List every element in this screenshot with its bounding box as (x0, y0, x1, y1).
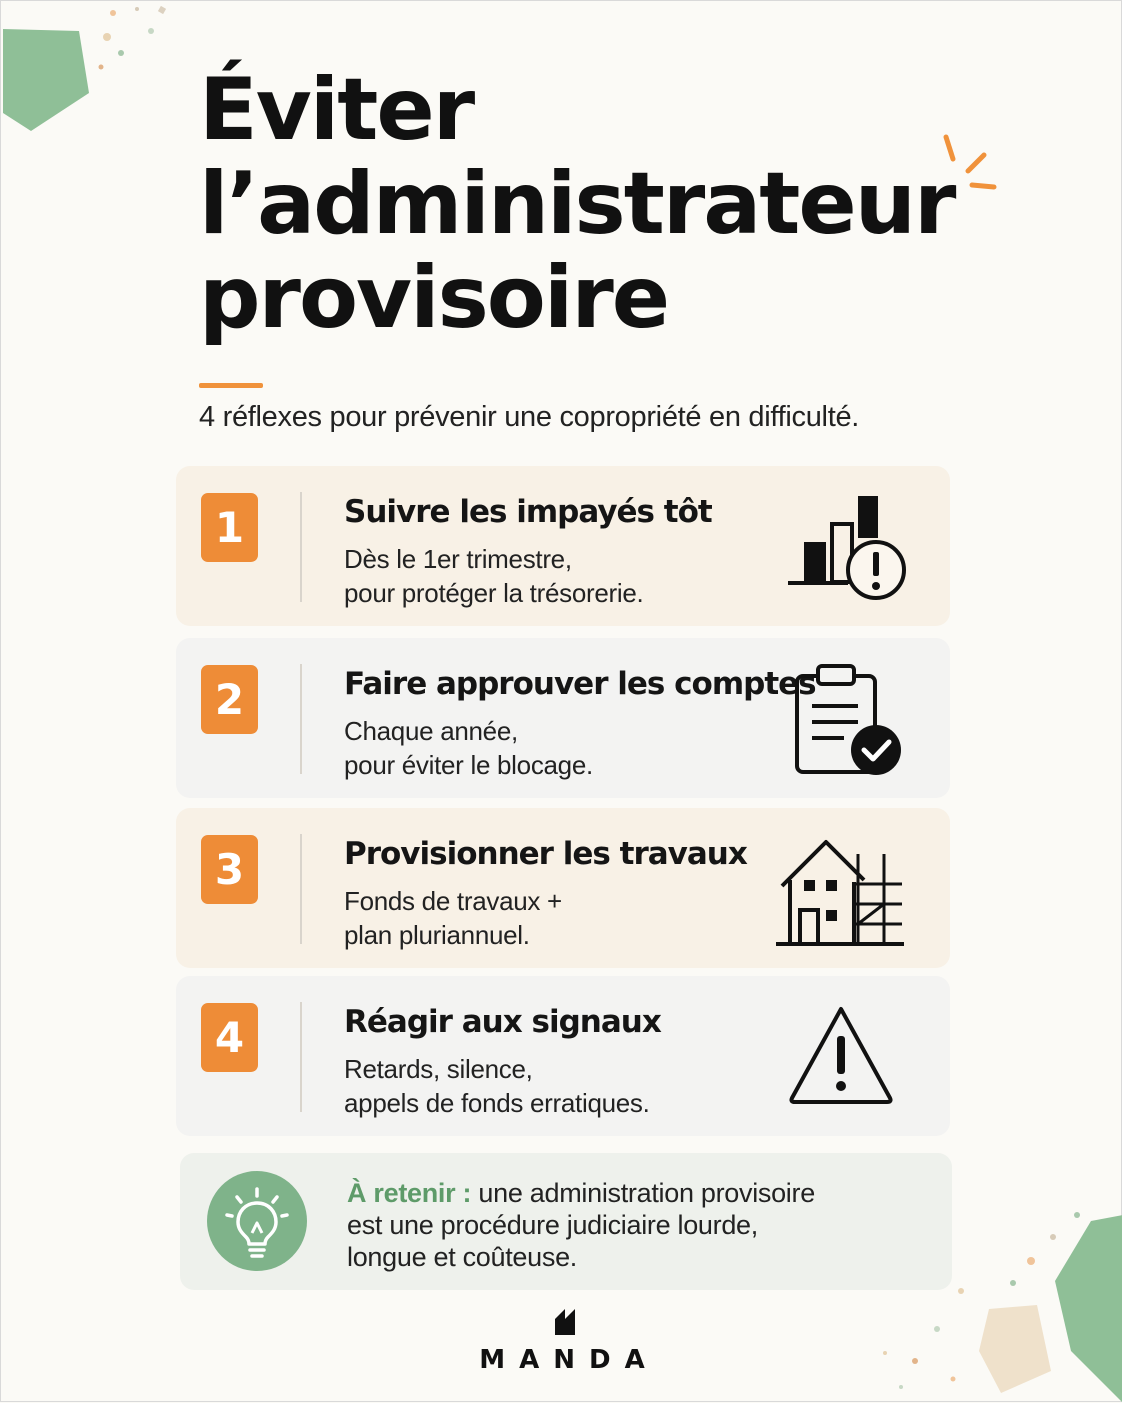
key-takeaway-line: une administration provisoire (471, 1178, 815, 1208)
bar-chart-warning-icon (784, 490, 910, 602)
step-description-line: pour protéger la trésorerie. (344, 578, 644, 608)
key-takeaway-box (180, 1153, 952, 1290)
step-number-badge: 4 (201, 1003, 258, 1072)
title-line-3: provisoire (199, 248, 669, 348)
step-title: Faire approuver les comptes (344, 666, 816, 702)
step-description-line: Dès le 1er trimestre, (344, 544, 572, 574)
step-card-2 (176, 638, 950, 798)
brand-name: MANDA (479, 1345, 659, 1375)
title-line-2: l’administrateur (199, 154, 955, 254)
step-title: Suivre les impayés tôt (344, 494, 712, 530)
step-number-badge: 1 (201, 493, 258, 562)
page-title (199, 60, 955, 348)
title-underline (199, 383, 263, 388)
key-takeaway-line: est une procédure judiciaire lourde, (347, 1210, 758, 1240)
key-takeaway-line: longue et coûteuse. (347, 1242, 577, 1272)
step-card-4 (176, 976, 950, 1136)
subtitle: 4 réflexes pour prévenir une copropriété en difficulté. (199, 401, 860, 433)
divider (300, 1002, 302, 1112)
lightbulb-icon (207, 1171, 307, 1271)
step-description (344, 714, 593, 782)
lightbulb-badge (207, 1171, 307, 1271)
step-description (344, 542, 643, 610)
warning-triangle-icon (786, 1004, 896, 1106)
step-card-1 (176, 466, 950, 626)
step-title: Provisionner les travaux (344, 836, 747, 872)
clipboard-check-icon (788, 662, 908, 780)
step-description-line: Retards, silence, (344, 1054, 533, 1084)
brand-logo-icon (553, 1307, 577, 1337)
key-takeaway-text (347, 1177, 937, 1273)
step-card-3 (176, 808, 950, 968)
divider (300, 664, 302, 774)
step-number-badge: 2 (201, 665, 258, 734)
step-title: Réagir aux signaux (344, 1004, 661, 1040)
step-description-line: plan pluriannuel. (344, 920, 530, 950)
step-number-badge: 3 (201, 835, 258, 904)
step-description-line: pour éviter le blocage. (344, 750, 593, 780)
house-scaffolding-icon (776, 834, 912, 950)
divider (300, 492, 302, 602)
step-description-line: appels de fonds erratiques. (344, 1088, 650, 1118)
key-takeaway-label: À retenir : (347, 1178, 472, 1208)
step-description (344, 884, 562, 952)
step-description-line: Chaque année, (344, 716, 518, 746)
step-description-line: Fonds de travaux + (344, 886, 562, 916)
decor-top-left (1, 1, 181, 141)
step-description (344, 1052, 650, 1120)
divider (300, 834, 302, 944)
title-line-1: Éviter (199, 60, 474, 160)
